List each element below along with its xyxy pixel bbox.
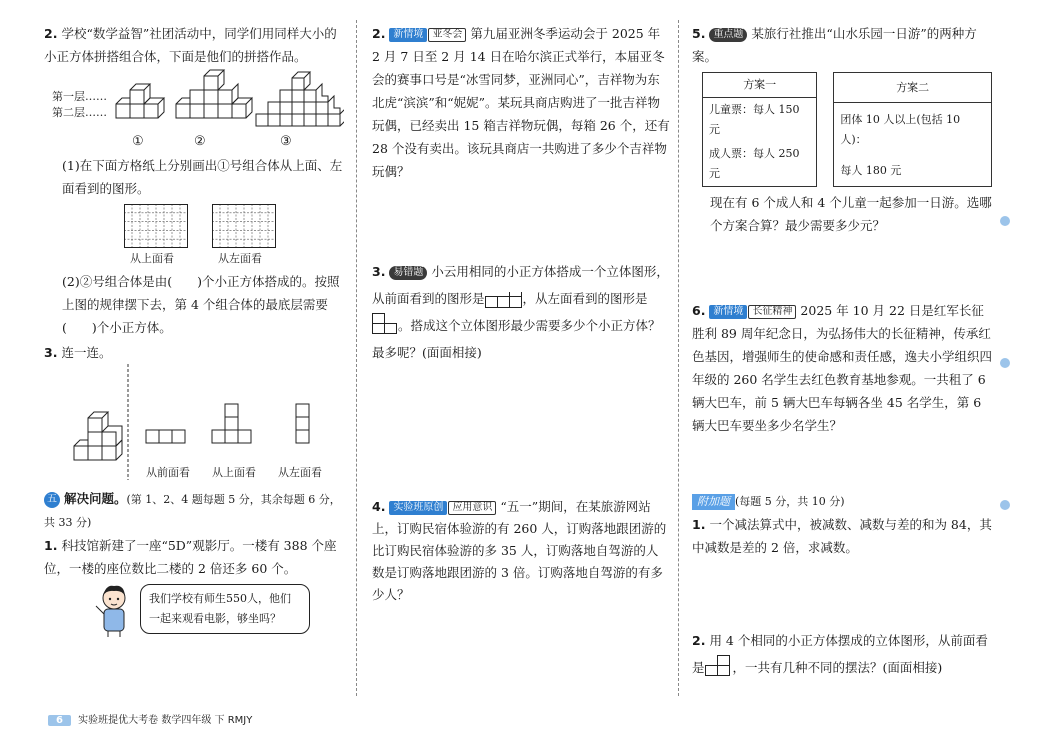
page-footer xyxy=(48,711,252,726)
cartoon-area xyxy=(44,580,344,640)
plan-title: 方案二 xyxy=(834,73,992,103)
extra-section-header xyxy=(692,489,992,513)
front-view-shape xyxy=(705,655,733,677)
extra-problem-2 xyxy=(692,627,992,681)
question-text: 现在有 6 个成人和 4 个儿童一起参加一日游。选哪个方案合算？最少需要多少元？ xyxy=(710,195,992,233)
plan-row: 团体 10 人以上(包括 10 人)： xyxy=(834,103,992,157)
problem-5-question xyxy=(692,191,992,299)
plan-row: 每人 180 元 xyxy=(834,157,992,187)
grid-paper-top[interactable] xyxy=(124,204,188,248)
question-3 xyxy=(44,341,344,364)
topic-tag: 应用意识 xyxy=(448,501,496,515)
question-text: “五一”期间，在某旅游网站上，订购民宿体验游的有 260 人，订购落地跟团游的比订购民宿体验游的多 35 人，订购落地自驾游的人数是订购落地跟团游的 3 倍。订购落地自驾游的有多少人？ xyxy=(372,499,667,602)
question-text: 用 4 个相同的小正方体摆成的立体图形，从前面看是 xyxy=(692,633,988,675)
margin-marks xyxy=(1000,358,1012,372)
key-question-tag: 重点题 xyxy=(709,28,747,42)
question-text: 小云用相同的小正方体搭成一个立体图形，从前面看到的图形是 xyxy=(372,264,669,306)
question-2 xyxy=(44,22,344,68)
question-number: 2. xyxy=(372,26,386,41)
question-text: 某旅行社推出“山水乐园一日游”的两种方案。 xyxy=(692,26,977,64)
question-text: 2025 年 10 月 22 日是红军长征胜利 89 周年纪念日，为弘扬伟大的长征精神，传承红色基因，增强师生的使命感和责任感，逸夫小学组织四年级的 260 名学生去红色教育基地参观。一共租了 6 辆大巴车，前 5 辆大巴车每辆各坐 45 名学生，第 6 辆大巴车要坐多少名学生？ xyxy=(692,303,993,433)
connect-area xyxy=(44,364,344,482)
figure-label: ③ xyxy=(280,134,292,149)
page-number: 6 xyxy=(48,715,71,726)
problem-2 xyxy=(372,22,670,258)
speech-bubble xyxy=(140,584,310,634)
plans-area xyxy=(702,72,992,187)
column-3 xyxy=(692,22,992,681)
question-number: 6. xyxy=(692,303,706,318)
question-text: (2)②号组合体是由( )个小正方体搭成的。按照上图的规律摆下去，第 4 个组合体的最底层需要( )个小正方体。 xyxy=(62,274,340,335)
layer-2-label: 第二层…… xyxy=(52,106,107,119)
new-context-tag: 新情境 xyxy=(709,305,747,319)
grid-area xyxy=(44,200,344,270)
new-context-tag: 新情境 xyxy=(389,28,427,42)
question-text: 学校“数学益智”社团活动中，同学们用同样大小的小正方体拼搭组合体，下面是他们的拼搭作品。 xyxy=(44,26,337,64)
layer-1-label: 第一层…… xyxy=(52,90,107,103)
question-text: (1)在下面方格纸上分别画出①号组合体从上面、左面看到的图形。 xyxy=(62,158,343,196)
question-2-part-2 xyxy=(44,270,344,339)
column-divider xyxy=(356,20,357,696)
question-number: 4. xyxy=(372,499,386,514)
question-number: 5. xyxy=(692,26,706,41)
section-title: 解决问题。 xyxy=(63,491,127,506)
problem-5 xyxy=(692,22,992,68)
error-prone-tag: 易错题 xyxy=(389,266,427,280)
footer-text: 实验班提优大考卷 数学四年级 下 RMJY xyxy=(78,715,253,726)
problem-1 xyxy=(44,534,344,580)
plan-2-table xyxy=(833,72,992,187)
question-number: 1. xyxy=(44,538,58,553)
view-label: 从左面看 xyxy=(218,252,262,265)
question-text: 连一连。 xyxy=(61,345,112,360)
topic-tag: 亚冬会 xyxy=(428,28,466,42)
topic-tag: 长征精神 xyxy=(748,305,796,319)
question-text: ，一共有几种不同的摆法？(面面相接) xyxy=(732,660,943,675)
section-number-badge: 五 xyxy=(44,492,60,508)
question-number: 1. xyxy=(692,517,706,532)
margin-dot-icon xyxy=(1000,216,1010,226)
grid-paper-left[interactable] xyxy=(212,204,276,248)
question-number: 2. xyxy=(692,633,706,648)
plan-row: 儿童票：每人 150 元 xyxy=(703,98,817,143)
margin-marks xyxy=(1000,216,1012,230)
question-number: 3. xyxy=(44,345,58,360)
question-2-part-1 xyxy=(44,154,344,200)
problem-3 xyxy=(372,258,670,496)
column-divider xyxy=(678,20,679,696)
view-label: 从前面看 xyxy=(146,466,190,479)
section-note: (每题 5 分，共 10 分) xyxy=(735,495,845,508)
front-view-shape xyxy=(485,292,523,308)
extra-problem-1 xyxy=(692,513,992,627)
margin-dot-icon xyxy=(1000,358,1010,368)
question-number: 3. xyxy=(372,264,386,279)
question-text: 第九届亚洲冬季运动会于 2025 年 2 月 7 日至 2 月 14 日在哈尔滨正式举行，本届亚冬会的赛事口号是“冰雪同梦，亚洲同心”，吉祥物为东北虎“滨滨”和“妮妮”。某玩具商店购进了一批吉祥物玩偶，已经卖出 15 箱吉祥物玩偶，每箱 26 个，还有 28 个没有卖出。该玩具商店一共购进了多少个吉祥物玩偶？ xyxy=(372,26,670,179)
view-label: 从左面看 xyxy=(278,466,322,479)
view-label: 从上面看 xyxy=(212,466,256,479)
figure-label: ① xyxy=(132,134,144,149)
extra-questions-tag: 附加题 xyxy=(692,494,735,510)
speech-text: 我们学校有师生550人，他们一起来观看电影，够坐吗？ xyxy=(149,592,291,625)
column-2 xyxy=(372,22,670,606)
question-text: 。搭成这个立体图形最少需要多少个小正方体？最多呢？(面面相接) xyxy=(372,318,661,360)
plan-title: 方案一 xyxy=(703,73,817,98)
section-5-header xyxy=(44,488,344,534)
plan-1-table xyxy=(702,72,817,187)
problem-6 xyxy=(692,299,992,489)
problem-4 xyxy=(372,496,670,606)
section-note: (第 1、2、4 题每题 5 分，其余每题 6 分，共 33 分) xyxy=(44,493,341,529)
girl-illustration-icon xyxy=(92,582,136,638)
view-label: 从上面看 xyxy=(130,252,174,265)
question-text: 科技馆新建了一座“5D”观影厅。一楼有 388 个座位，一楼的座位数比二楼的 2 倍还多 60 个。 xyxy=(44,538,337,576)
question-text: ，从左面看到的图形是 xyxy=(522,291,648,306)
original-tag: 实验班原创 xyxy=(389,501,447,515)
margin-dot-icon xyxy=(1000,500,1010,510)
left-view-shape xyxy=(372,313,398,335)
question-number: 2. xyxy=(44,26,58,41)
margin-marks xyxy=(1000,500,1012,514)
cube-figures xyxy=(44,68,344,154)
question-text: 一个减法算式中，被减数、减数与差的和为 84，其中减数是差的 2 倍，求减数。 xyxy=(692,517,992,555)
column-1 xyxy=(44,22,344,640)
figure-label: ② xyxy=(194,134,206,149)
plan-row: 成人票：每人 250 元 xyxy=(703,142,817,187)
